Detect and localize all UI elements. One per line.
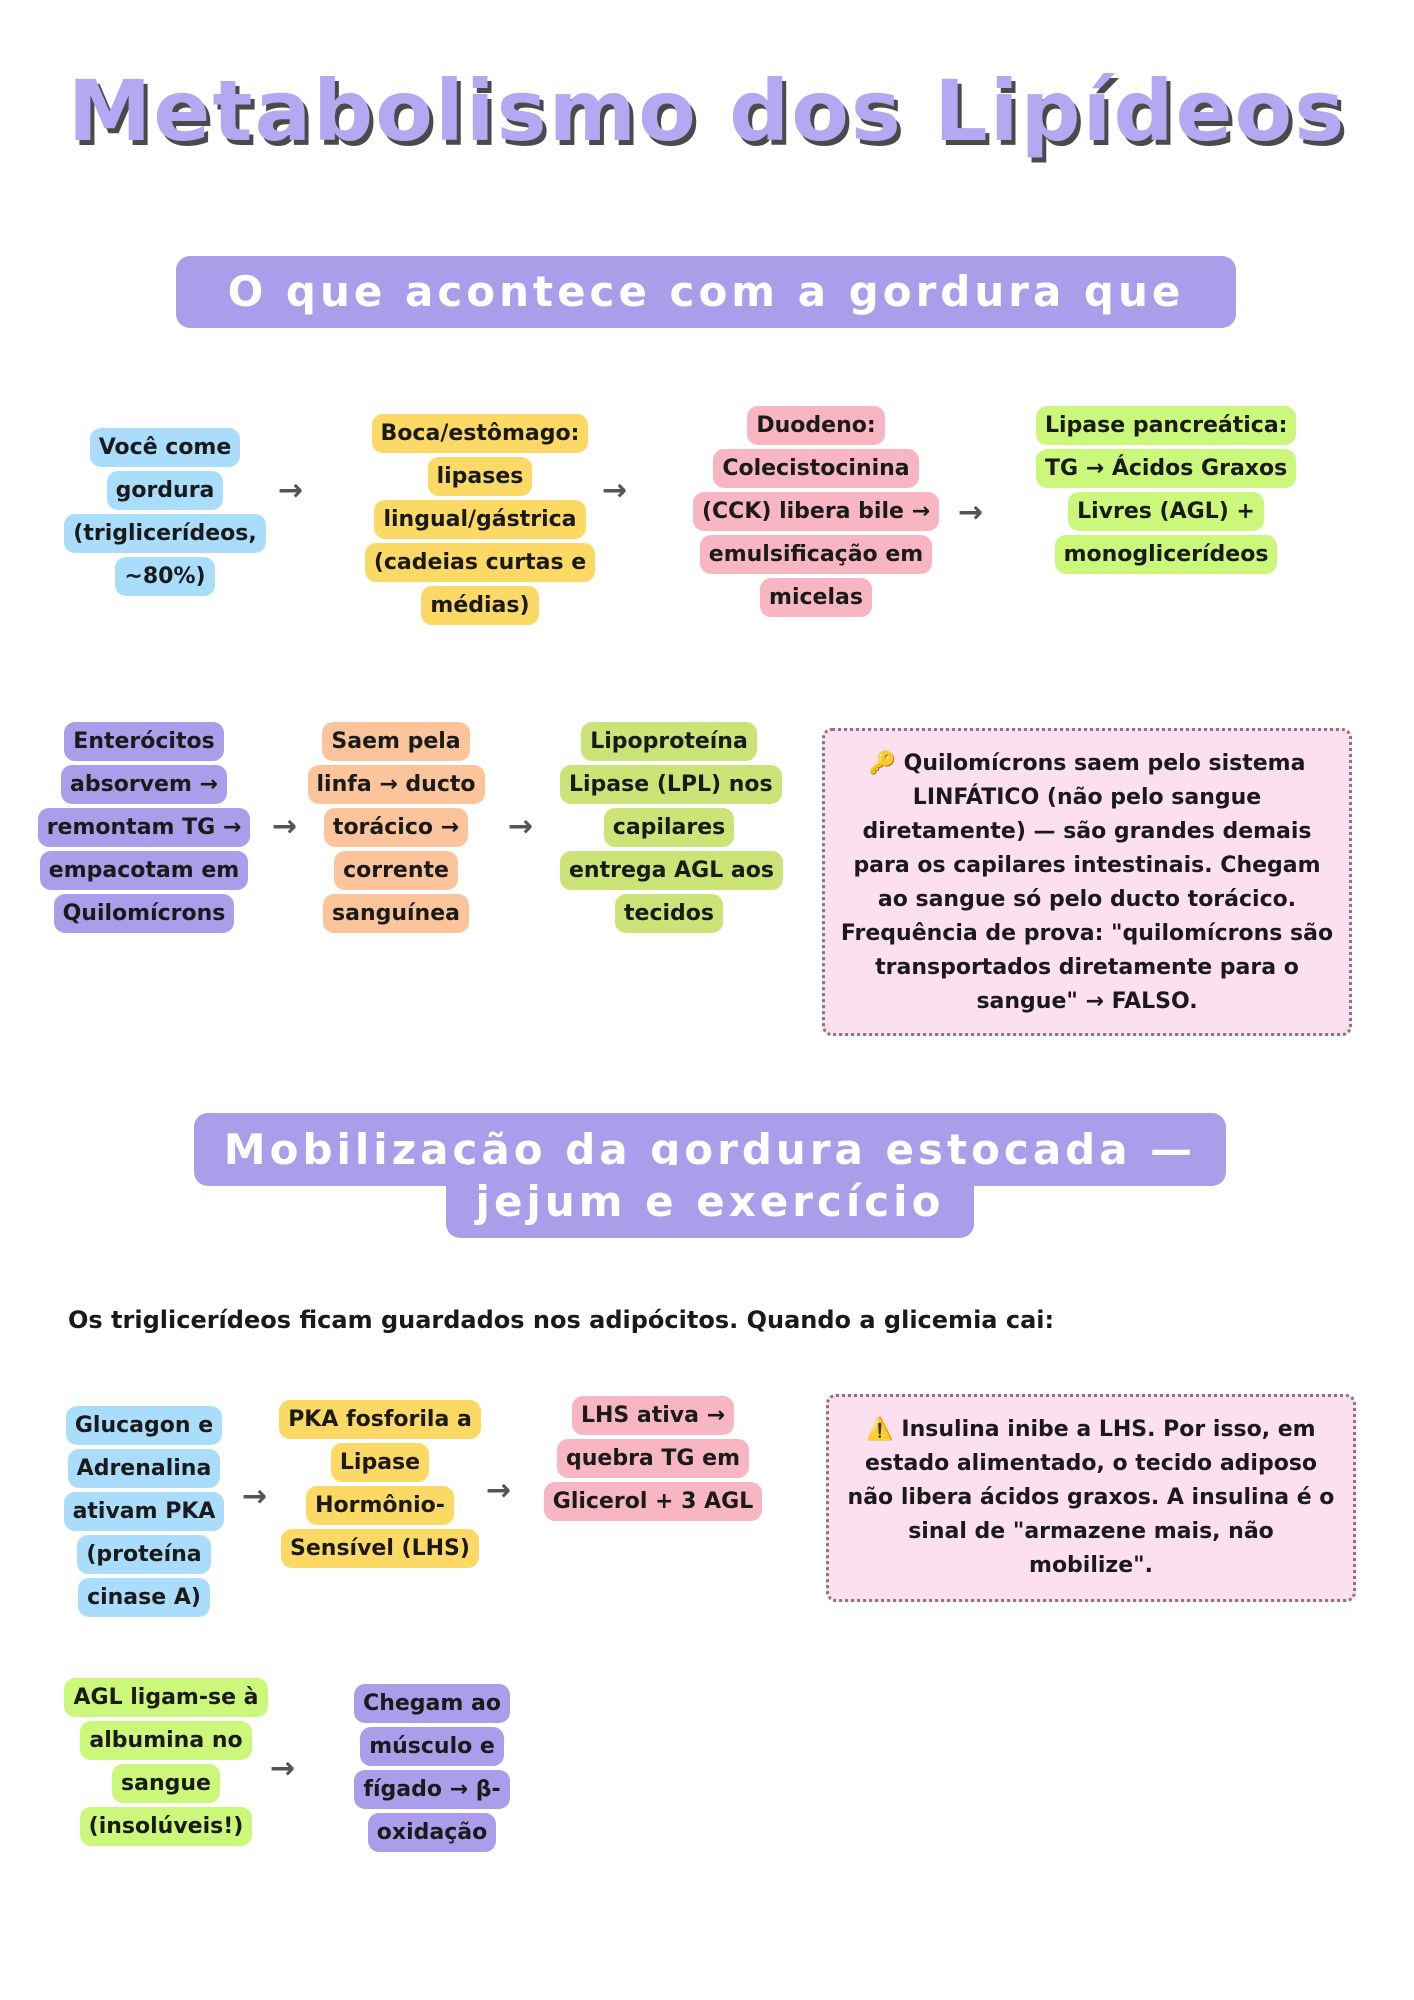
note-insulina: ⚠️ Insulina inibe a LHS. Por isso, em estado alimentado, o tecido adiposo não libera ácidos graxos. A insulina é o sinal de "armazene mais, não mobilize". [826,1394,1356,1602]
step-text: Lipase pancreática: TG → Ácidos Graxos Livres (AGL) + monoglicerídeos [1036,406,1296,574]
step-musculo-figado [324,1682,540,1854]
arrow-icon: → [958,495,984,530]
step-lipase-pancreatica [1036,404,1296,576]
step-text: Boca/estômago: lipases lingual/gástrica (cadeias curtas e médias) [365,414,595,625]
step-lhs-ativa [538,1394,768,1523]
step-text: Glucagon e Adrenalina ativam PKA (proteína cinase A) [64,1406,225,1617]
arrow-icon: → [270,1751,296,1786]
step-text: Lipoproteína Lipase (LPL) nos capilares entrega AGL aos tecidos [560,722,783,933]
page-title: Metabolismo dos Lipídeos [67,62,1347,160]
section-1-banner: O que acontece com a gordura que você come [176,256,1236,328]
step-boca-estomago [362,412,598,627]
step-text: Você come gordura (triglicerídeos, ~80%) [64,428,265,596]
step-enterocitos [36,720,252,935]
arrow-icon: → [242,1479,268,1514]
step-text: Chegam ao músculo e fígado → β-oxidação [354,1684,510,1852]
step-text: Duodeno: Colecistocinina (CCK) libera bile → emulsificação em micelas [693,406,939,617]
note-quilomicrons: 🔑 Quilomícrons saem pelo sistema LINFÁTICO (não pelo sangue diretamente) — são grandes demais para os capilares intestinais. Chegam ao sangue só pelo ducto torácico. Frequência de prova: "quilomícrons são transportados diretamente para o sangue" → FALSO. [822,728,1352,1036]
step-pka-fosforila [272,1398,488,1570]
banner-text: Mobilização da gordura estocada — jejum e exercício [194,1113,1226,1238]
arrow-icon: → [486,1473,512,1508]
step-agl-albumina [58,1676,274,1848]
step-text: PKA fosforila a Lipase Hormônio-Sensível (LHS) [279,1400,481,1568]
arrow-icon: → [278,473,304,508]
step-voce-come-gordura [60,426,270,598]
step-text: LHS ativa → quebra TG em Glicerol + 3 AGL [544,1396,762,1521]
section-2-intro: Os triglicerídeos ficam guardados nos adipócitos. Quando a glicemia cai: [68,1306,1055,1334]
step-lipoproteina-lipase [560,720,778,935]
step-linfa-ducto [306,720,486,935]
step-text: Saem pela linfa → ducto torácico → corrente sanguínea [308,722,485,933]
step-duodeno [692,404,940,619]
section-2-banner [170,1124,1250,1228]
arrow-icon: → [508,809,534,844]
step-glucagon-adrenalina [60,1404,228,1619]
step-text: AGL ligam-se à albumina no sangue (insolúveis!) [64,1678,267,1846]
arrow-icon: → [272,809,298,844]
arrow-icon: → [602,473,628,508]
step-text: Enterócitos absorvem → remontam TG → empacotam em Quilomícrons [38,722,251,933]
